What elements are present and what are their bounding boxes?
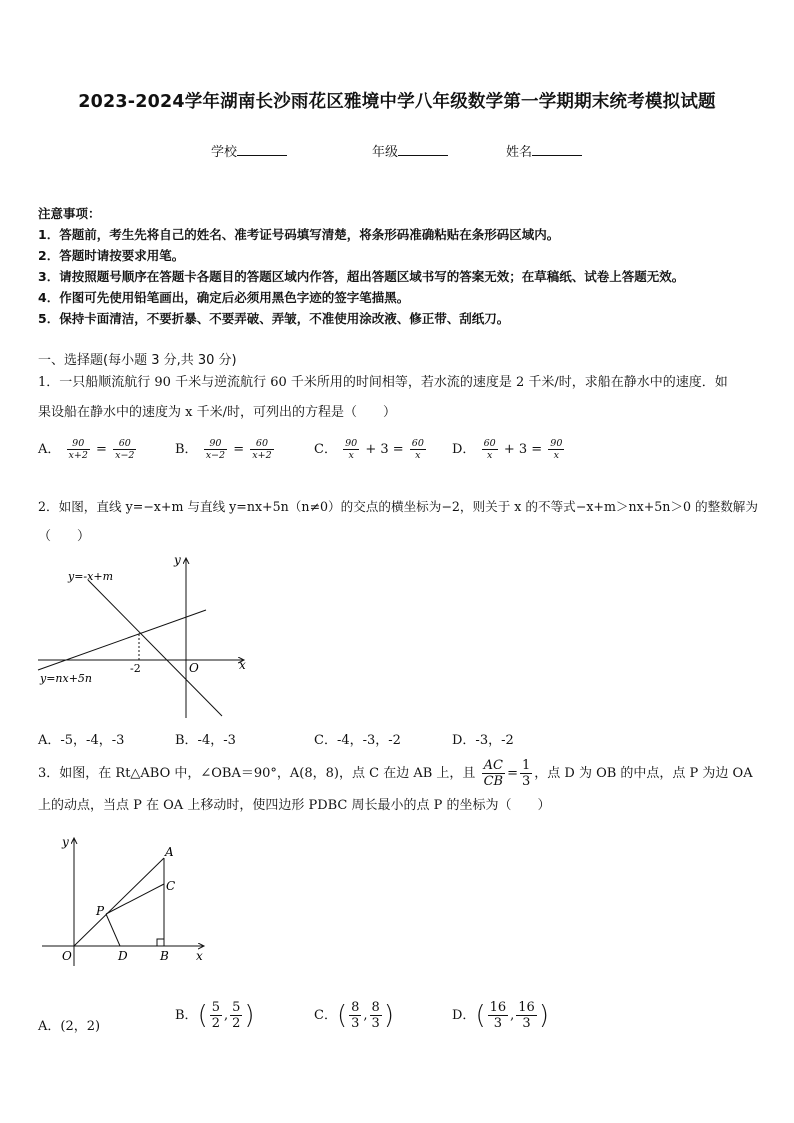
name-field: 姓名 [506, 141, 582, 160]
notice-item: 4．作图可先使用铅笔画出，确定后必须用黑色字迹的签字笔描黑。 [38, 290, 410, 305]
q1-option-a[interactable]: A． $\frac{90}{x+2}$ = $\frac{60}{x-2}$ [38, 438, 135, 461]
q3-option-d[interactable]: D．( $\frac{16}{3}$ , $\frac{16}{3}$ ) [452, 1000, 549, 1031]
question-3 [38, 758, 758, 821]
tick-label: -2 [130, 662, 141, 675]
origin-label: O [189, 661, 199, 675]
y-axis-label: y [174, 553, 181, 567]
school-field: 学校 [211, 141, 287, 160]
segment-pc [106, 884, 164, 914]
page-title: 2023-2024学年湖南长沙雨花区雅境中学八年级数学第一学期期末统考模拟试题 [78, 92, 716, 112]
question-1-line2: 果设船在静水中的速度为 x 千米/时，可列出的方程是（ ） [38, 405, 396, 420]
segment-pd [106, 914, 120, 946]
section-heading: 一、选择题(每小题 3 分,共 30 分) [38, 353, 237, 368]
q3-figure [34, 830, 214, 970]
segment-oa [74, 858, 164, 946]
x-axis-label: x [239, 658, 246, 672]
q1-option-c[interactable]: C． $\frac{90}{x}$ + 3 = $\frac{60}{x}$ [314, 438, 424, 461]
label-x: x [196, 949, 203, 963]
line-label-1: y=-x+m [68, 570, 113, 583]
question-3-line1: 3．如图，在 Rt△ABO 中，∠OBA＝90°，A(8，8)，点 C 在边 AB 上，且 $\frac{AC}{CB}$ = $\frac{1}{3}$ ，点 D 为 OB 的中点，点 P 为边 OA [38, 758, 753, 789]
q2-option-b[interactable]: B．-4，-3 [175, 733, 236, 748]
label-d: D [118, 949, 128, 963]
label-a: A [165, 845, 174, 859]
grade-field: 年级 [372, 141, 448, 160]
line-nx-plus-5n [38, 610, 206, 670]
line-label-2: y=nx+5n [40, 672, 93, 685]
question-3-line2: 上的动点，当点 P 在 OA 上移动时，使四边形 PDBC 周长最小的点 P 的坐标为（ ） [38, 798, 551, 813]
q2-option-d[interactable]: D．-3，-2 [452, 733, 514, 748]
notice-item: 1．答题前，考生先将自己的姓名、准考证号码填写清楚，将条形码准确粘贴在条形码区域内。 [38, 227, 560, 242]
notice-item: 3．请按照题号顺序在答题卡各题目的答题区域内作答，超出答题区域书写的答案无效；在草稿纸、试卷上答题无效。 [38, 269, 685, 284]
label-o: O [62, 949, 72, 963]
question-1-line1: 1．一只船顺流航行 90 千米与逆流航行 60 千米所用的时间相等，若水流的速度是 2 千米/时，求船在静水中的速度．如 [38, 375, 728, 390]
notice-item: 2．答题时请按要求用笔。 [38, 248, 185, 263]
label-b: B [160, 949, 169, 963]
q3-option-a[interactable]: A．(2，2) [38, 1019, 101, 1034]
q3-option-b[interactable]: B．( $\frac{5}{2}$ , $\frac{5}{2}$ ) [175, 1000, 255, 1031]
line-neg-x-plus-m [88, 580, 222, 716]
q1-option-b[interactable]: B． $\frac{90}{x-2}$ = $\frac{60}{x+2}$ [175, 438, 272, 461]
right-angle-mark [157, 939, 164, 946]
notice-heading: 注意事项： [38, 206, 101, 221]
question-2 [38, 492, 758, 552]
label-p: P [96, 904, 105, 918]
question-1 [38, 368, 758, 428]
q3-option-c[interactable]: C．( $\frac{8}{3}$ , $\frac{8}{3}$ ) [314, 1000, 394, 1031]
q2-figure [34, 552, 254, 722]
question-2-line2: （ ） [38, 529, 91, 544]
question-2-line1: 2．如图，直线 y=−x+m 与直线 y=nx+5n（n≠0）的交点的横坐标为−2，则关于 x 的不等式−x+m＞nx+5n＞0 的整数解为 [38, 499, 758, 514]
notice-block [38, 203, 684, 329]
q2-option-a[interactable]: A．-5，-4，-3 [38, 733, 125, 748]
label-c: C [166, 879, 176, 893]
notice-item: 5．保持卡面清洁，不要折暴、不要弄破、弄皱，不准使用涂改液、修正带、刮纸刀。 [38, 311, 510, 326]
q1-option-d[interactable]: D． $\frac{60}{x}$ + 3 = $\frac{90}{x}$ [452, 438, 563, 461]
q2-option-c[interactable]: C．-4，-3，-2 [314, 733, 401, 748]
label-y: y [62, 835, 69, 849]
